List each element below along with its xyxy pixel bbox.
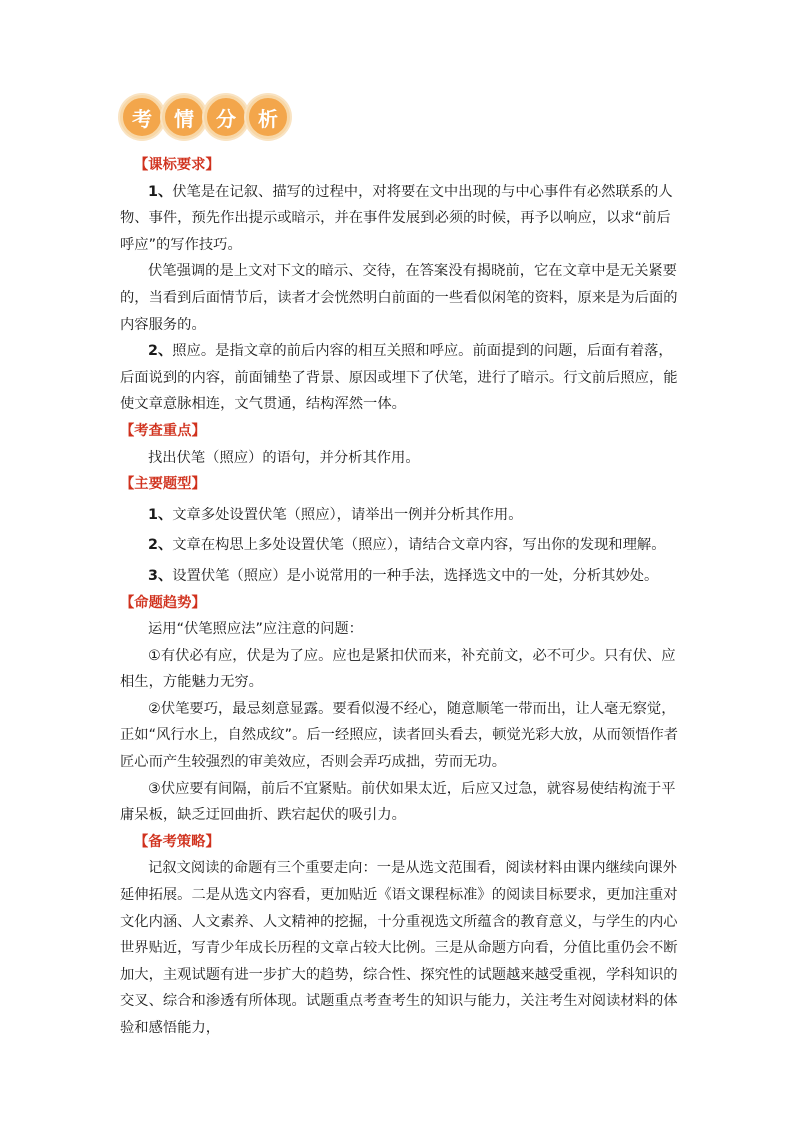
document-body xyxy=(120,152,680,1042)
paragraph-text: 伏笔是在记叙、描写的过程中，对将要在文中出现的与中心事件有必然联系的人物、事件，预先作出提示或暗示，并在事件发展到必须的时候，再予以响应，以求“前后呼应”的写作技巧。 xyxy=(120,183,673,253)
item-text: 设置伏笔（照应）是小说常用的一种手法，选择选文中的一处，分析其妙处。 xyxy=(172,567,659,584)
paragraph: 记叙文阅读的命题有三个重要走向：一是从选文范围看，阅读材料由课内继续向课外延伸拓展。二是从选文内容看，更加贴近《语文课程标准》的阅读目标要求，更加注重对文化内涵、人文素养、人文精神的挖掘，十分重视选文所蕴含的教育意义，与学生的内心世界贴近，写青少年成长历程的文章占较大比例。三是从命题方向看，分值比重仍会不断加大，主观试题有进一步扩大的趋势，综合性、探究性的试题越来越受重视，学科知识的交叉、综合和渗透有所体现。试题重点考查考生的知识与能力，关注考生对阅读材料的体验和感悟能力， xyxy=(120,860,678,1036)
badge-char: 分 xyxy=(204,95,248,139)
item-number: 3、 xyxy=(148,567,173,584)
badge-char: 析 xyxy=(246,95,290,139)
section-heading-strategy: 【备考策略】 xyxy=(134,833,220,850)
paragraph: ①有伏必有应，伏是为了应。应也是紧扣伏而来，补充前文，必不可少。只有伏、应相生，方能魅力无穷。 xyxy=(120,647,676,691)
paragraph xyxy=(120,179,680,259)
paragraph: 伏笔强调的是上文对下文的暗示、交待，在答案没有揭晓前，它在文章中是无关紧要的，当看到后面情节后，读者才会恍然明白前面的一些看似闲笔的资料，原来是为后面的内容服务的。 xyxy=(120,263,678,333)
paragraph xyxy=(120,338,680,418)
paragraph: 运用“伏笔照应法”应注意的问题： xyxy=(148,621,363,638)
paragraph-text: 照应。是指文章的前后内容的相互关照和呼应。前面提到的问题，后面有着落，后面说到的内容，前面铺垫了背景、原因或埋下了伏笔，进行了暗示。行文前后照应，能使文章意脉相连，文气贯通，结构浑然一体。 xyxy=(120,343,678,413)
list-item xyxy=(120,532,680,559)
paragraph: 找出伏笔（照应）的语句，并分析其作用。 xyxy=(148,449,420,466)
section-heading-curriculum: 【课标要求】 xyxy=(134,157,220,173)
list-item xyxy=(120,563,680,590)
list-item xyxy=(120,502,680,529)
section-heading-trends: 【命题趋势】 xyxy=(120,594,206,611)
paragraph: ②伏笔要巧，最忌刻意显露。要看似漫不经心，随意顺笔一带而出，让人毫无察觉，正如“风行水上，自然成纹”。后一经照应，读者回头看去，顿觉光彩大放，从而领悟作者匠心而产生较强烈的审美效应，否则会弄巧成拙，劳而无功。 xyxy=(120,700,679,771)
item-text: 文章多处设置伏笔（照应），请举出一例并分析其作用。 xyxy=(172,506,523,523)
badge-char: 情 xyxy=(162,95,206,139)
item-text: 文章在构思上多处设置伏笔（照应），请结合文章内容，写出你的发现和理解。 xyxy=(172,537,666,554)
item-number: 1、 xyxy=(148,183,173,200)
item-number: 2、 xyxy=(148,537,173,554)
item-number: 2、 xyxy=(148,343,173,360)
paragraph: ③伏应要有间隔，前后不宜紧贴。前伏如果太近，后应又过急，就容易使结构流于平庸呆板，缺乏迂回曲折、跌宕起伏的吸引力。 xyxy=(120,780,676,824)
section-heading-focus: 【考查重点】 xyxy=(120,422,206,439)
section-heading-question-types: 【主要题型】 xyxy=(120,476,206,493)
section-badge xyxy=(120,96,288,138)
badge-char: 考 xyxy=(120,95,164,139)
item-number: 1、 xyxy=(148,506,173,523)
